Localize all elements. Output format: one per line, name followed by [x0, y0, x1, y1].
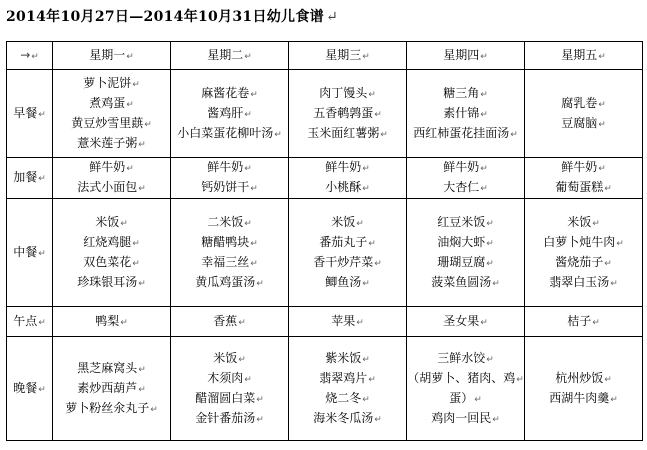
dish-line: [525, 233, 642, 253]
dish-name: 萝卜泥饼: [83, 75, 132, 90]
meal-label: 晚餐: [13, 380, 38, 395]
dish-line: [289, 158, 406, 178]
dish-name: 醋溜圆白菜: [195, 390, 256, 405]
dish-line: [289, 104, 406, 124]
paragraph-mark-icon: ↵: [132, 238, 140, 249]
menu-cell: [289, 337, 407, 441]
meal-row: [7, 337, 643, 441]
paragraph-mark-icon: ↵: [250, 258, 258, 269]
paragraph-mark-icon: ↵: [374, 258, 382, 269]
dish-name: 鲜牛奶: [561, 160, 598, 174]
paragraph-mark-icon: ↵: [138, 139, 146, 150]
day-header: [289, 42, 407, 70]
dish-line: [53, 213, 170, 233]
dish-line: [53, 158, 170, 178]
menu-cell: [171, 337, 289, 441]
meal-label: 加餐: [13, 170, 38, 184]
menu-cell: [407, 70, 525, 158]
paragraph-mark-icon: ↵: [244, 51, 252, 62]
paragraph-mark-icon: ↵: [38, 317, 46, 328]
menu-cell: [289, 158, 407, 199]
menu-cell: [289, 70, 407, 158]
dish-line: [407, 349, 524, 369]
dish-line: [53, 273, 170, 293]
paragraph-mark-icon: ↵: [486, 238, 494, 249]
paragraph-mark-icon: ↵: [250, 238, 258, 249]
paragraph-mark-icon: ↵: [256, 394, 264, 405]
dish-name: 糖三角: [443, 85, 480, 100]
dish-name: 金针番茄汤: [195, 410, 256, 425]
paragraph-mark-icon: ↵: [238, 354, 246, 365]
day-label: 星期二: [207, 47, 244, 62]
paragraph-mark-icon: ↵: [138, 384, 146, 395]
dish-line: [53, 134, 170, 154]
paragraph-mark-icon: ↵: [510, 129, 518, 140]
meal-row: [7, 307, 643, 337]
dish-name: 黑芝麻窝头: [77, 360, 138, 375]
arrow-icon: →: [20, 47, 31, 62]
dish-line: [407, 253, 524, 273]
paragraph-mark-icon: ↵: [604, 258, 612, 269]
menu-cell: [289, 199, 407, 307]
dish-name: 鲜牛奶: [443, 160, 480, 174]
dish-name: 紫米饭: [325, 350, 362, 365]
paragraph-mark-icon: ↵: [356, 218, 364, 229]
paragraph-mark-icon: ↵: [325, 9, 338, 25]
dish-name: 玉米面红薯粥: [307, 125, 380, 140]
dish-name: 酱鸡肝: [207, 105, 244, 120]
menu-cell: [407, 307, 525, 337]
dish-name: 薏米莲子粥: [77, 135, 138, 150]
dish-line: [171, 178, 288, 198]
paragraph-mark-icon: ↵: [126, 99, 134, 110]
dish-name: 二米饭: [207, 214, 244, 229]
paragraph-mark-icon: ↵: [598, 164, 606, 174]
paragraph-mark-icon: ↵: [610, 278, 618, 289]
menu-cell: [289, 307, 407, 337]
dish-line: [171, 84, 288, 104]
dish-name: 肉丁馒头: [319, 85, 368, 100]
paragraph-mark-icon: ↵: [362, 394, 370, 405]
menu-cell: [525, 70, 643, 158]
dish-name: 麻酱花卷: [201, 85, 250, 100]
dish-name: 米饭: [213, 350, 238, 365]
paragraph-mark-icon: ↵: [132, 79, 140, 90]
meal-label-cell: [7, 337, 53, 441]
dish-line: [289, 312, 406, 332]
dish-line: [171, 124, 288, 144]
dish-name: 鸭梨: [95, 313, 120, 328]
dish-name: 红烧鸡腿: [83, 234, 132, 249]
dish-line: [407, 409, 524, 429]
dish-line: [525, 273, 642, 293]
dish-name: 幸福三丝: [201, 254, 250, 269]
dish-line: [289, 389, 406, 409]
menu-cell: [525, 337, 643, 441]
paragraph-mark-icon: ↵: [480, 317, 488, 328]
menu-cell: [53, 70, 171, 158]
paragraph-mark-icon: ↵: [256, 278, 264, 289]
paragraph-mark-icon: ↵: [598, 99, 606, 110]
menu-cell: [53, 307, 171, 337]
meal-label-cell: [7, 158, 53, 199]
paragraph-mark-icon: ↵: [610, 394, 618, 405]
dish-name: 圣女果: [443, 313, 480, 328]
dish-line: [289, 233, 406, 253]
menu-cell: [53, 337, 171, 441]
paragraph-mark-icon: ↵: [362, 51, 370, 62]
menu-table: [6, 41, 643, 441]
dish-line: [525, 389, 642, 409]
dish-line: [289, 349, 406, 369]
paragraph-mark-icon: ↵: [256, 414, 264, 425]
dish-line: [53, 399, 170, 419]
dish-name: 双色菜花: [83, 254, 132, 269]
dish-name: 西湖牛肉羹: [549, 390, 610, 405]
dish-line: [407, 213, 524, 233]
dish-name: 木须肉: [207, 370, 244, 385]
menu-cell: [525, 307, 643, 337]
paragraph-mark-icon: ↵: [244, 164, 252, 174]
dish-line: [171, 312, 288, 332]
dish-name: 烧二冬: [325, 390, 362, 405]
dish-name: 蛋）: [449, 390, 474, 405]
paragraph-mark-icon: ↵: [592, 218, 600, 229]
dish-line: [289, 273, 406, 293]
dish-line: [171, 158, 288, 178]
title-text: 2014年10月27日—2014年10月31日幼儿食谱: [6, 9, 324, 25]
dish-line: [289, 84, 406, 104]
dish-name: 鲫鱼汤: [325, 274, 362, 289]
paragraph-mark-icon: ↵: [244, 218, 252, 229]
paragraph-mark-icon: ↵: [368, 89, 376, 100]
dish-line: [525, 369, 642, 389]
dish-line: [53, 379, 170, 399]
dish-line: [525, 213, 642, 233]
paragraph-mark-icon: ↵: [368, 374, 376, 385]
day-header: [53, 42, 171, 70]
paragraph-mark-icon: ↵: [486, 218, 494, 229]
dish-name: 海米冬瓜汤: [313, 410, 374, 425]
paragraph-mark-icon: ↵: [374, 109, 382, 120]
dish-name: 红豆米饭: [437, 214, 486, 229]
paragraph-mark-icon: ↵: [38, 109, 46, 120]
paragraph-mark-icon: ↵: [150, 404, 158, 415]
paragraph-mark-icon: ↵: [362, 278, 370, 289]
dish-line: [53, 74, 170, 94]
menu-cell: [407, 199, 525, 307]
dish-line: [171, 389, 288, 409]
paragraph-mark-icon: ↵: [138, 278, 146, 289]
dish-name: 酱烧茄子: [555, 254, 604, 269]
paragraph-mark-icon: ↵: [516, 374, 524, 385]
paragraph-mark-icon: ↵: [132, 258, 140, 269]
menu-cell: [171, 307, 289, 337]
dish-line: [407, 178, 524, 198]
paragraph-mark-icon: ↵: [38, 248, 46, 259]
dish-line: [53, 178, 170, 198]
dish-name: 翡翠鸡片: [319, 370, 368, 385]
header-row: [7, 42, 643, 70]
paragraph-mark-icon: ↵: [380, 129, 388, 140]
dish-line: [407, 84, 524, 104]
dish-name: 大杏仁: [443, 180, 480, 194]
menu-cell: [53, 199, 171, 307]
menu-cell: [525, 199, 643, 307]
dish-name: 小桃酥: [325, 180, 362, 194]
dish-line: [289, 253, 406, 273]
dish-name: 萝卜粉丝氽丸子: [65, 400, 150, 415]
dish-name: 葡萄蛋糕: [555, 180, 604, 194]
dish-name: （胡萝卜、猪肉、鸡: [407, 370, 516, 385]
paragraph-mark-icon: ↵: [38, 174, 46, 184]
dish-line: [171, 409, 288, 429]
paragraph-mark-icon: ↵: [238, 317, 246, 328]
dish-name: 糖醋鸭块: [201, 234, 250, 249]
paragraph-mark-icon: ↵: [250, 184, 258, 194]
dish-line: [171, 104, 288, 124]
paragraph-mark-icon: ↵: [480, 51, 488, 62]
meal-label-cell: [7, 199, 53, 307]
dish-line: [171, 213, 288, 233]
meal-row: [7, 158, 643, 199]
dish-line: [525, 94, 642, 114]
paragraph-mark-icon: ↵: [480, 89, 488, 100]
meal-label: 中餐: [13, 244, 38, 259]
dish-name: 黄瓜鸡蛋汤: [195, 274, 256, 289]
dish-line: [407, 104, 524, 124]
dish-name: 香干炒芹菜: [313, 254, 374, 269]
dish-line: [289, 178, 406, 198]
dish-line: [407, 158, 524, 178]
paragraph-mark-icon: ↵: [38, 384, 46, 395]
day-label: 星期四: [443, 47, 480, 62]
paragraph-mark-icon: ↵: [250, 89, 258, 100]
paragraph-mark-icon: ↵: [362, 184, 370, 194]
paragraph-mark-icon: ↵: [480, 164, 488, 174]
paragraph-mark-icon: ↵: [274, 129, 282, 140]
paragraph-mark-icon: ↵: [604, 374, 612, 385]
paragraph-mark-icon: ↵: [598, 51, 606, 62]
paragraph-mark-icon: ↵: [374, 414, 382, 425]
dish-name: 黄豆炒雪里蕻: [71, 115, 144, 130]
dish-line: [171, 273, 288, 293]
paragraph-mark-icon: ↵: [126, 51, 134, 62]
dish-name: 油焖大虾: [437, 234, 486, 249]
dish-line: [407, 233, 524, 253]
paragraph-mark-icon: ↵: [120, 218, 128, 229]
dish-line: [407, 312, 524, 332]
dish-line: [289, 124, 406, 144]
dish-name: 腐乳卷: [561, 95, 598, 110]
paragraph-mark-icon: ↵: [144, 119, 152, 130]
dish-line: [525, 253, 642, 273]
menu-body: [7, 70, 643, 441]
paragraph-mark-icon: ↵: [604, 184, 612, 194]
paragraph-mark-icon: ↵: [31, 51, 39, 62]
paragraph-mark-icon: ↵: [356, 317, 364, 328]
dish-line: [171, 369, 288, 389]
page-title: [6, 6, 338, 26]
paragraph-mark-icon: ↵: [362, 354, 370, 365]
paragraph-mark-icon: ↵: [598, 119, 606, 130]
dish-name: 鲜牛奶: [89, 160, 126, 174]
dish-line: [525, 114, 642, 134]
dish-name: 翡翠白玉汤: [549, 274, 610, 289]
dish-name: 小白菜蛋花柳叶汤: [177, 125, 274, 140]
paragraph-mark-icon: ↵: [474, 394, 482, 405]
menu-cell: [171, 158, 289, 199]
paragraph-mark-icon: ↵: [492, 414, 500, 425]
menu-cell: [407, 158, 525, 199]
dish-name: 番茄丸子: [319, 234, 368, 249]
paragraph-mark-icon: ↵: [486, 354, 494, 365]
menu-cell: [171, 199, 289, 307]
meal-row: [7, 199, 643, 307]
dish-line: [289, 369, 406, 389]
dish-name: 米饭: [95, 214, 120, 229]
paragraph-mark-icon: ↵: [138, 364, 146, 375]
paragraph-mark-icon: ↵: [368, 238, 376, 249]
meal-label-cell: [7, 70, 53, 158]
menu-cell: [53, 158, 171, 199]
dish-line: [525, 312, 642, 332]
dish-name: 香蕉: [213, 313, 238, 328]
paragraph-mark-icon: ↵: [138, 184, 146, 194]
day-label: 星期一: [89, 47, 126, 62]
menu-cell: [407, 337, 525, 441]
dish-name: 白萝卜炖牛肉: [543, 234, 616, 249]
dish-line: [53, 312, 170, 332]
meal-row: [7, 70, 643, 158]
dish-name: 素什锦: [443, 105, 480, 120]
day-header: [407, 42, 525, 70]
dish-name: 菠菜鱼圆汤: [431, 274, 492, 289]
dish-name: 煮鸡蛋: [89, 95, 126, 110]
dish-line: [171, 233, 288, 253]
dish-line: [289, 213, 406, 233]
day-label: 星期三: [325, 47, 362, 62]
dish-line: [407, 273, 524, 293]
day-header: [525, 42, 643, 70]
dish-line: [525, 158, 642, 178]
paragraph-mark-icon: ↵: [120, 317, 128, 328]
dish-name: 珊瑚豆腐: [437, 254, 486, 269]
corner-cell: [7, 42, 53, 70]
meal-label: 午点: [13, 313, 38, 328]
dish-name: 三鲜水饺: [437, 350, 486, 365]
meal-label: 早餐: [13, 105, 38, 120]
dish-name: 钙奶饼干: [201, 180, 250, 194]
meal-label-cell: [7, 307, 53, 337]
menu-cell: [171, 70, 289, 158]
dish-name: 苹果: [331, 313, 356, 328]
dish-line: [53, 233, 170, 253]
dish-line: [53, 114, 170, 134]
dish-line: [53, 253, 170, 273]
dish-name: 桔子: [567, 313, 592, 328]
dish-name: 五香鹌鹑蛋: [313, 105, 374, 120]
dish-line: [53, 359, 170, 379]
paragraph-mark-icon: ↵: [480, 184, 488, 194]
dish-name: 鲜牛奶: [207, 160, 244, 174]
dish-name: 鲜牛奶: [325, 160, 362, 174]
dish-line: [289, 409, 406, 429]
paragraph-mark-icon: ↵: [362, 164, 370, 174]
day-header: [171, 42, 289, 70]
dish-line: [53, 94, 170, 114]
dish-name: 珍珠银耳汤: [77, 274, 138, 289]
dish-line: [171, 253, 288, 273]
paragraph-mark-icon: ↵: [616, 238, 624, 249]
dish-line: [171, 349, 288, 369]
dish-name: 西红柿蛋花挂面汤: [413, 125, 510, 140]
dish-name: 米饭: [331, 214, 356, 229]
paragraph-mark-icon: ↵: [492, 278, 500, 289]
dish-line: [525, 178, 642, 198]
dish-name: 杭州炒饭: [555, 370, 604, 385]
dish-name: 鸡肉一回民: [431, 410, 492, 425]
dish-name: 素炒西葫芦: [77, 380, 138, 395]
menu-cell: [525, 158, 643, 199]
paragraph-mark-icon: ↵: [126, 164, 134, 174]
day-label: 星期五: [561, 47, 598, 62]
dish-name: 米饭: [567, 214, 592, 229]
paragraph-mark-icon: ↵: [480, 109, 488, 120]
paragraph-mark-icon: ↵: [486, 258, 494, 269]
paragraph-mark-icon: ↵: [244, 374, 252, 385]
dish-line: [407, 124, 524, 144]
dish-line: [407, 389, 524, 409]
dish-line: [407, 369, 524, 389]
paragraph-mark-icon: ↵: [244, 109, 252, 120]
dish-name: 豆腐脑: [561, 115, 598, 130]
dish-name: 法式小面包: [77, 180, 138, 194]
paragraph-mark-icon: ↵: [592, 317, 600, 328]
